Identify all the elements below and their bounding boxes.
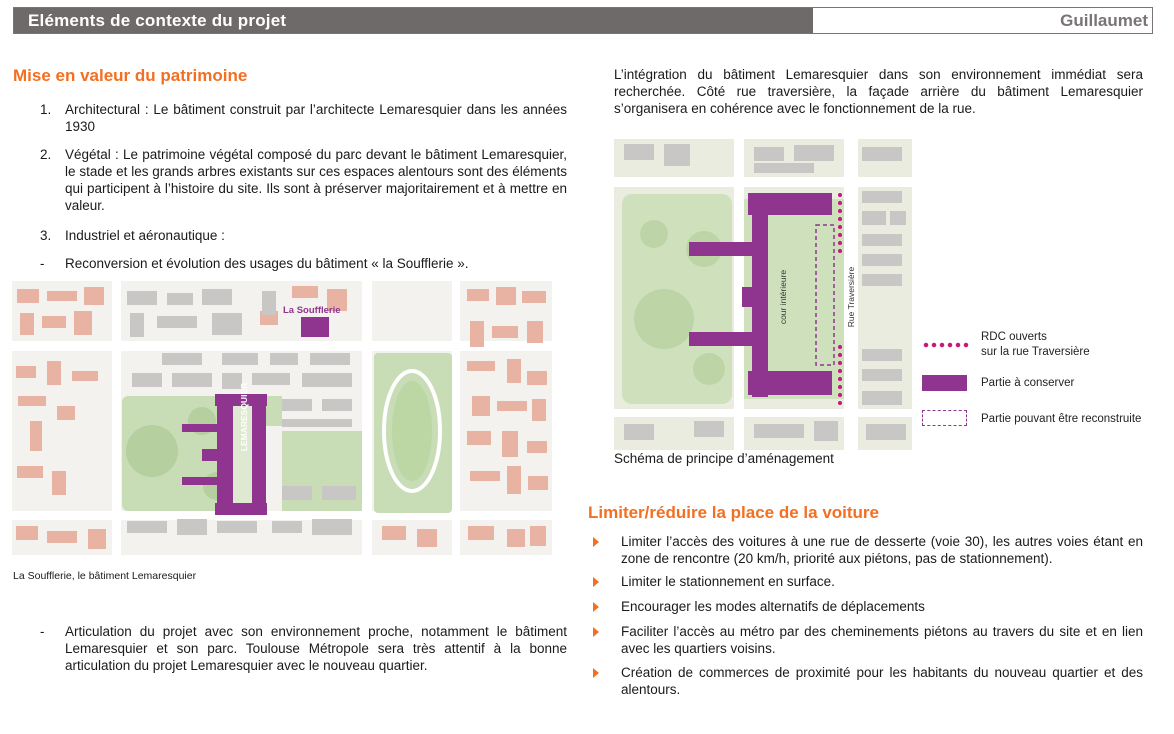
- legend-label-conserver: Partie à conserver: [981, 377, 1075, 389]
- bullet-arrow-icon: [593, 627, 599, 637]
- list-item-reconversion: Reconversion et évolution des usages du bâtiment « la Soufflerie ».: [65, 256, 469, 271]
- header-title-band: [14, 8, 813, 33]
- list-item-number: 3.: [40, 228, 52, 243]
- legend-fill-swatch: [922, 375, 967, 391]
- bullet-item: Création de commerces de proximité pour les habitants du nouveau quartier et des alentours.: [621, 665, 1143, 697]
- list-item-number: 2.: [40, 147, 52, 162]
- bullet-item: Encourager les modes alternatifs de déplacements: [621, 599, 925, 614]
- legend-label-rdc: [981, 330, 1090, 360]
- bullet-item: Limiter l’accès des voitures à une rue de desserte (voie 30), les autres voies étant en zone de rencontre (20 km/h, priorité aux piétons, pas de stationnement).: [621, 534, 1143, 566]
- dash-marker: -: [40, 624, 45, 639]
- section-title-voiture: Limiter/réduire la place de la voiture: [588, 503, 879, 522]
- diagram-label-cour: cour intérieure: [778, 269, 788, 325]
- map-label-soufflerie: La Soufflerie: [283, 305, 341, 316]
- legend-dots-swatch: [922, 342, 970, 348]
- section-title-patrimoine: Mise en valeur du patrimoine: [13, 66, 248, 85]
- intro-paragraph: L’intégration du bâtiment Lemaresquier dans son environnement immédiat sera recherchée. Côté rue traversière, la façade arrière du bâtiment Lemaresquier s’organisera en cohérence avec le fonctionnement de la rue.: [614, 67, 1143, 116]
- list-item-industriel: Industriel et aéronautique :: [65, 228, 225, 243]
- list-item-number: 1.: [40, 102, 52, 117]
- map-label-lemaresquier: LEMARESQUIER: [239, 382, 249, 452]
- legend-label-reconstruite: Partie pouvant être reconstruite: [981, 413, 1142, 425]
- list-item-architectural: Architectural : Le bâtiment construit par l’architecte Lemaresquier dans les années 1930: [65, 102, 567, 134]
- project-name: Guillaumet: [1060, 11, 1148, 30]
- dash-marker: -: [40, 256, 45, 271]
- bullet-arrow-icon: [593, 602, 599, 612]
- bullet-item: Limiter le stationnement en surface.: [621, 574, 835, 589]
- map-caption: La Soufflerie, le bâtiment Lemaresquier: [13, 570, 197, 582]
- page-title: Eléments de contexte du projet: [28, 11, 287, 30]
- bullet-arrow-icon: [593, 577, 599, 587]
- list-item-vegetal: Végétal : Le patrimoine végétal composé du parc devant le bâtiment Lemaresquier, le stade et les grands arbres existants sur ces espaces alentours sont des éléments qui participent à l’histoire du site. Ils sont à préserver majoritairement et à mettre en valeur.: [65, 147, 567, 213]
- site-map: [12, 281, 552, 555]
- legend-label-rdc-line2: sur la rue Traversière: [981, 346, 1090, 358]
- header-bar: [13, 7, 1153, 34]
- bullet-item: Faciliter l’accès au métro par des cheminements piétons au travers du site et en lien avec les quartiers voisins.: [621, 624, 1143, 656]
- legend-dashed-swatch: [922, 410, 967, 426]
- diagram-caption: Schéma de principe d’aménagement: [614, 451, 834, 466]
- legend-label-rdc-line1: RDC ouverts: [981, 331, 1047, 343]
- diagram-label-rue: Rue Traversière: [846, 266, 856, 328]
- schema-diagram: [614, 139, 912, 450]
- bullet-arrow-icon: [593, 537, 599, 547]
- bullet-arrow-icon: [593, 668, 599, 678]
- list-item-articulation: Articulation du projet avec son environnement proche, notamment le bâtiment Lemaresquier et son parc. Toulouse Métropole sera très attentif à la bonne articulation du projet Lemaresquier avec le nouveau quartier.: [65, 624, 567, 673]
